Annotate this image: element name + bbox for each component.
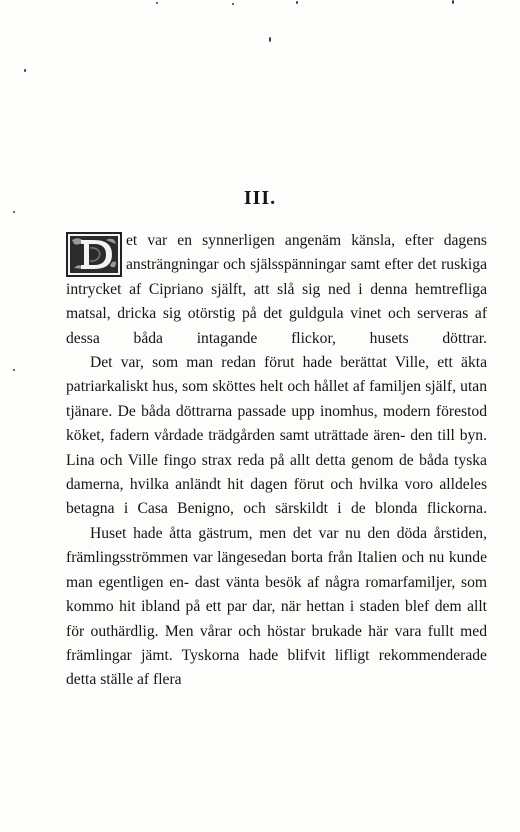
scan-speck [156, 2, 158, 4]
scan-speck [296, 1, 298, 4]
text-line: Det var, som man redan förut hade berättat [90, 354, 387, 372]
text-line: samt efter det ruskiga intrycket af Cipriano själft, att [66, 256, 487, 298]
text-line: dagens ansträngningar och själsspänningar [126, 232, 488, 274]
text-line: döttrarna passade upp inomhus, modern förestod [175, 402, 488, 420]
text-line: detta genom de båda tyska damerna, hvilka anländt [66, 451, 487, 494]
text-line: borta från Italien och nu kunde man egentligen en- [66, 549, 487, 591]
text-line: Ville, ett äkta patriarkaliskt hus, som sköttes helt [66, 354, 487, 396]
dropcap-letter [66, 232, 122, 277]
text-line: Casa Benigno, och särskildt i de blonda flickorna. [137, 500, 487, 518]
scan-speck [452, 0, 454, 4]
body-text [66, 229, 487, 693]
text-line: Huset hade åtta gästrum, men det var nu den [90, 524, 390, 542]
text-line: båda intagande flickor, husets döttrar. [133, 329, 487, 347]
ornamental-initial-d [66, 232, 122, 277]
text-line: et var en synnerligen angenäm känsla, efter [126, 232, 434, 249]
text-line: slå sig ned i denna hemtrefliga matsal, dricka sig [66, 280, 487, 323]
chapter-heading: III. [243, 187, 277, 210]
scan-speck [269, 37, 271, 42]
scan-speck [232, 3, 234, 5]
text-line: blifvit lifligt rekommenderade detta ställe af flera [66, 646, 487, 689]
scan-speck [24, 69, 26, 72]
text-line: döda årstiden, främlingsströmmen var längesedan [66, 524, 487, 567]
text-line: den till byn. Lina och Ville fingo strax reda på allt [66, 427, 487, 469]
text-line: allt för outhärdlig. Men vårar och höstar brukade [66, 598, 487, 640]
text-line: och hållet af familjen själf, utan tjänare. De båda [66, 378, 487, 420]
text-line: köket, fadern vårdade trädgården samt uträttade ären- [66, 427, 406, 445]
text-line: hit dagen förut och hvilka voro alldeles betagna i [66, 476, 488, 518]
paragraph-1 [66, 229, 487, 351]
scan-speck [13, 211, 15, 213]
text-line: otörstig på det guldgula vinet och serveras af dessa [66, 305, 488, 347]
scan-speck [13, 369, 15, 371]
text-line: hit ibland på ett par dar, när hettan i staden blef dem [119, 598, 462, 616]
text-line: dast vänta besök af några romarfamiljer, som kommo [66, 573, 487, 616]
text-line: här vara fullt med främlingar jämt. Tyskorna hade [66, 622, 488, 664]
paragraph-2 [66, 351, 487, 522]
paragraph-3 [66, 522, 487, 693]
